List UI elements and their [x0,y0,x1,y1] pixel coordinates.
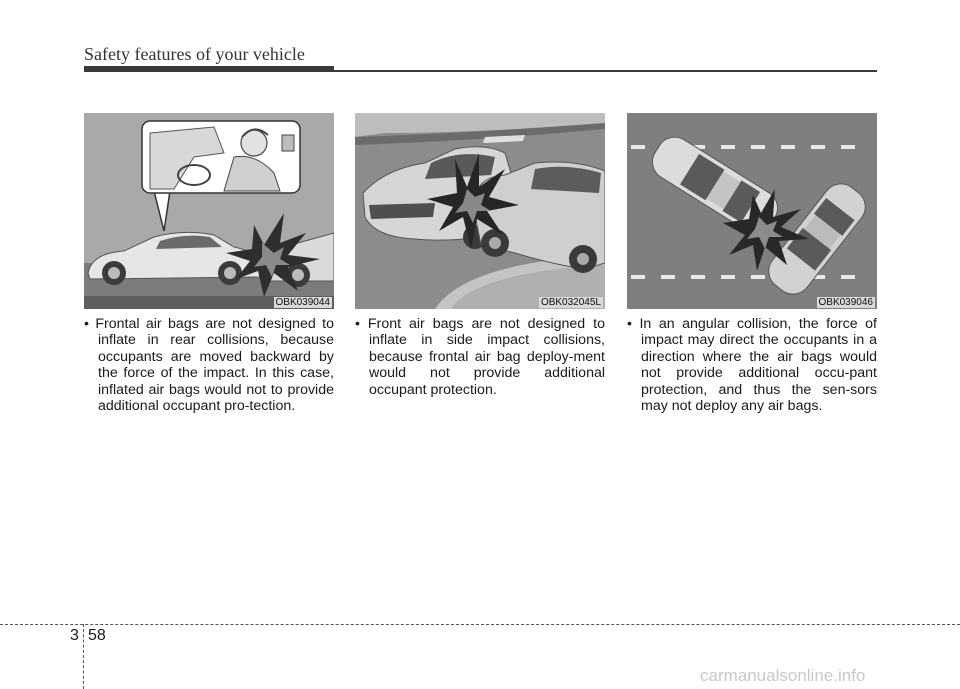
page-number: 58 [88,627,106,644]
image-code: OBK039044 [275,297,330,308]
watermark: carmanualsonline.info [700,666,866,685]
angular-collision-text: • In an angular collision, the force of impact may direct the occupants in a direction where the air bags would not provide additional occu-pant protection, and thus the sen-sors may not deploy any air bags. [627,316,877,415]
rear-collision-illustration [84,113,334,309]
header-rule [334,70,877,72]
side-impact-text: • Front air bags are not designed to inflate in side impact collisions, because frontal air bag deploy-ment would not provide additional occupant protection. [355,316,605,398]
footer-divider [83,624,84,689]
header-rule-thick [84,66,334,72]
rear-collision-text: • Frontal air bags are not designed to inflate in rear collisions, because occupants are moved backward by the force of the impact. In this case, inflated air bags would not to provide additional occupant pro-tection. [84,316,334,415]
chapter-number: 3 [70,627,79,644]
footer-rule [0,624,960,625]
side-impact-illustration [355,113,605,309]
angular-collision-illustration [627,113,877,309]
page-header-title: Safety features of your vehicle [84,44,305,64]
image-code: OBK039046 [818,297,873,308]
image-code: OBK032045L [540,297,601,308]
